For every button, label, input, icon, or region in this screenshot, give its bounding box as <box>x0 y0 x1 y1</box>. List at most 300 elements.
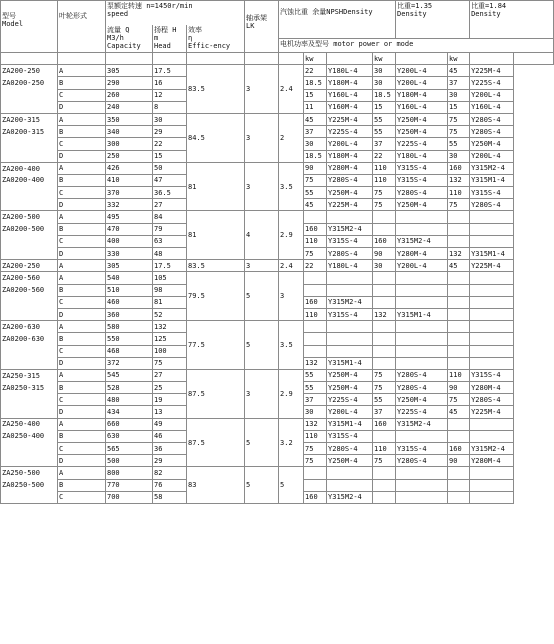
head-cell: 132 <box>153 321 187 333</box>
header-efficiency: 效率 η Effic-ency <box>187 25 245 53</box>
motor-kw-184: 132 <box>448 248 470 260</box>
model-cell <box>1 467 58 479</box>
table-row <box>1 272 554 284</box>
motor-model-184: Y280S-4 <box>470 394 514 406</box>
efficiency-cell: 84.5 <box>187 113 245 162</box>
motor-model: Y225M-4 <box>327 113 373 125</box>
capacity-cell: 332 <box>106 199 153 211</box>
motor-kw-135: 90 <box>373 248 396 260</box>
motor-kw: 75 <box>304 248 327 260</box>
motor-kw: 18.5 <box>304 77 327 89</box>
motor-model-184 <box>470 418 514 430</box>
motor-model-184: Y160L-4 <box>470 101 514 113</box>
motor-model-135 <box>396 479 448 491</box>
motor-kw-184: 160 <box>448 443 470 455</box>
efficiency-cell: 87.5 <box>187 418 245 467</box>
impeller-cell: B <box>58 174 106 186</box>
capacity-cell: 545 <box>106 369 153 381</box>
motor-model-184: Y280S-4 <box>470 199 514 211</box>
model-cell <box>1 369 58 381</box>
motor-kw-135 <box>373 357 396 369</box>
capacity-cell: 480 <box>106 394 153 406</box>
npsh-cell: 2.4 <box>279 65 304 114</box>
motor-model-135: Y315M1-4 <box>396 308 448 320</box>
motor-model-184: Y315M2-4 <box>470 162 514 174</box>
motor-model-135: Y250M-4 <box>396 113 448 125</box>
motor-kw-135 <box>373 479 396 491</box>
model-cell <box>1 491 58 503</box>
motor-kw: 160 <box>304 296 327 308</box>
table-row <box>1 369 554 381</box>
motor-model-184 <box>470 296 514 308</box>
impeller-cell: C <box>58 491 106 503</box>
motor-model: Y180L-4 <box>327 65 373 77</box>
model-cell <box>1 394 58 406</box>
head-cell: 17.5 <box>153 260 187 272</box>
model-cell <box>1 382 58 394</box>
motor-model-184 <box>470 235 514 247</box>
capacity-cell: 550 <box>106 333 153 345</box>
motor-model-184: Y280S-4 <box>470 113 514 125</box>
motor-model-135: Y160L-4 <box>396 101 448 113</box>
motor-model-135 <box>396 284 448 296</box>
motor-kw-184 <box>448 296 470 308</box>
model-cell <box>1 260 58 272</box>
motor-kw-135: 55 <box>373 126 396 138</box>
motor-kw: 132 <box>304 418 327 430</box>
header-density-184: 比重=1.84 Density <box>470 1 554 39</box>
model-cell <box>1 101 58 113</box>
motor-model-135: Y250M-4 <box>396 126 448 138</box>
motor-kw-184 <box>448 223 470 235</box>
model-name: ZA0250-400 <box>2 432 45 441</box>
motor-model-184: Y315S-4 <box>470 369 514 381</box>
motor-kw-184: 75 <box>448 113 470 125</box>
motor-kw-184 <box>448 491 470 503</box>
capacity-cell: 330 <box>106 248 153 260</box>
motor-model-135 <box>396 430 448 442</box>
kw-label: kw <box>373 53 396 65</box>
motor-kw: 90 <box>304 162 327 174</box>
impeller-cell: D <box>58 406 106 418</box>
model-cell <box>1 89 58 101</box>
model-name: ZA0250-500 <box>2 481 45 490</box>
model-cell <box>1 406 58 418</box>
motor-kw-184 <box>448 467 470 479</box>
head-cell: 105 <box>153 272 187 284</box>
motor-model-184 <box>470 272 514 284</box>
motor-model-184: Y315M2-4 <box>470 443 514 455</box>
motor-model-135 <box>396 491 448 503</box>
capacity-cell: 434 <box>106 406 153 418</box>
motor-model: Y250M-4 <box>327 455 373 467</box>
impeller-cell: D <box>58 150 106 162</box>
motor-model-184 <box>470 211 514 223</box>
motor-kw: 55 <box>304 369 327 381</box>
motor-model-184 <box>470 321 514 333</box>
capacity-cell: 305 <box>106 260 153 272</box>
motor-model: Y315S-4 <box>327 430 373 442</box>
bearing-cell: 3 <box>245 260 279 272</box>
motor-kw: 30 <box>304 138 327 150</box>
motor-model: Y225S-4 <box>327 126 373 138</box>
header-density-135: 比重=1.35 Density <box>396 1 470 39</box>
motor-kw-135: 110 <box>373 162 396 174</box>
model-cell <box>1 430 58 442</box>
motor-kw-135 <box>373 467 396 479</box>
model-cell <box>1 126 58 138</box>
motor-model-184: Y280M-4 <box>470 382 514 394</box>
motor-model-135: Y315M2-4 <box>396 418 448 430</box>
impeller-cell: B <box>58 382 106 394</box>
motor-kw-184: 55 <box>448 138 470 150</box>
head-cell: 15 <box>153 150 187 162</box>
model-name: ZA250-315 <box>2 371 40 380</box>
header-motor: 电机功率及型号 motor power or mode <box>279 39 554 53</box>
motor-model-135: Y315S-4 <box>396 162 448 174</box>
model-name: ZA0250-315 <box>2 383 45 392</box>
impeller-cell: A <box>58 113 106 125</box>
model-cell <box>1 357 58 369</box>
motor-model: Y315M1-4 <box>327 357 373 369</box>
motor-model: Y225M-4 <box>327 199 373 211</box>
motor-model-184: Y315M1-4 <box>470 248 514 260</box>
motor-model-135 <box>396 272 448 284</box>
motor-model-135: Y225S-4 <box>396 138 448 150</box>
impeller-cell: B <box>58 284 106 296</box>
model-cell <box>1 321 58 333</box>
table-row <box>1 321 554 333</box>
motor-kw-135 <box>373 333 396 345</box>
impeller-cell: B <box>58 333 106 345</box>
model-cell <box>1 443 58 455</box>
motor-model <box>327 284 373 296</box>
motor-kw: 30 <box>304 406 327 418</box>
motor-model-184: Y315S-4 <box>470 187 514 199</box>
impeller-cell: D <box>58 308 106 320</box>
motor-kw <box>304 479 327 491</box>
bearing-cell: 3 <box>245 162 279 211</box>
bearing-cell: 5 <box>245 418 279 467</box>
head-cell: 30 <box>153 113 187 125</box>
table-row <box>1 467 554 479</box>
capacity-cell: 372 <box>106 357 153 369</box>
impeller-cell: A <box>58 418 106 430</box>
head-cell: 50 <box>153 162 187 174</box>
motor-model-135 <box>396 321 448 333</box>
head-cell: 25 <box>153 382 187 394</box>
model-name: ZA0200-630 <box>2 334 45 343</box>
capacity-cell: 540 <box>106 272 153 284</box>
bearing-cell: 3 <box>245 369 279 418</box>
motor-kw: 160 <box>304 491 327 503</box>
model-name: ZA0200-250 <box>2 78 45 87</box>
model-name: ZA0200-400 <box>2 176 45 185</box>
head-cell: 17.5 <box>153 65 187 77</box>
motor-kw: 37 <box>304 394 327 406</box>
head-cell: 63 <box>153 235 187 247</box>
model-cell <box>1 333 58 345</box>
capacity-cell: 510 <box>106 284 153 296</box>
npsh-cell: 2.9 <box>279 369 304 418</box>
npsh-cell: 2 <box>279 113 304 162</box>
model-cell <box>1 77 58 89</box>
motor-model-184: Y200L-4 <box>470 89 514 101</box>
header-head: 扬程 H m Head <box>153 25 187 53</box>
impeller-cell: C <box>58 296 106 308</box>
motor-model-135: Y280S-4 <box>396 382 448 394</box>
motor-kw-135: 75 <box>373 455 396 467</box>
header-bearing: 轴承架 LK <box>245 1 279 53</box>
motor-model-184 <box>470 345 514 357</box>
model-cell <box>1 138 58 150</box>
motor-kw-184 <box>448 211 470 223</box>
motor-model: Y315S-4 <box>327 235 373 247</box>
motor-model-135: Y315M2-4 <box>396 235 448 247</box>
motor-kw-135: 75 <box>373 382 396 394</box>
capacity-cell: 630 <box>106 430 153 442</box>
motor-kw-135 <box>373 296 396 308</box>
motor-kw: 15 <box>304 89 327 101</box>
motor-kw-184 <box>448 321 470 333</box>
motor-kw: 110 <box>304 430 327 442</box>
head-cell: 82 <box>153 467 187 479</box>
motor-kw-135 <box>373 211 396 223</box>
impeller-cell: B <box>58 223 106 235</box>
model-cell <box>1 418 58 430</box>
motor-model <box>327 467 373 479</box>
capacity-cell: 500 <box>106 455 153 467</box>
capacity-cell: 250 <box>106 150 153 162</box>
table-row <box>1 65 554 77</box>
motor-model-184: Y225S-4 <box>470 77 514 89</box>
head-cell: 8 <box>153 101 187 113</box>
impeller-cell: A <box>58 467 106 479</box>
motor-kw-135 <box>373 430 396 442</box>
motor-model-135: Y200L-4 <box>396 260 448 272</box>
capacity-cell: 240 <box>106 101 153 113</box>
capacity-cell: 426 <box>106 162 153 174</box>
motor-model: Y160M-4 <box>327 101 373 113</box>
head-cell: 100 <box>153 345 187 357</box>
motor-kw: 110 <box>304 235 327 247</box>
model-name: ZA200-500 <box>2 213 40 222</box>
impeller-cell: A <box>58 272 106 284</box>
npsh-cell: 3.5 <box>279 162 304 211</box>
table-row <box>1 113 554 125</box>
model-cell <box>1 162 58 174</box>
motor-kw <box>304 211 327 223</box>
model-cell <box>1 235 58 247</box>
motor-model-184: Y225M-4 <box>470 260 514 272</box>
capacity-cell: 370 <box>106 187 153 199</box>
motor-model-135: Y280S-4 <box>396 455 448 467</box>
motor-model <box>327 211 373 223</box>
motor-kw: 75 <box>304 443 327 455</box>
motor-model-135: Y200L-4 <box>396 65 448 77</box>
motor-kw-135: 30 <box>373 65 396 77</box>
model-name: ZA200-250 <box>2 261 40 270</box>
motor-kw: 160 <box>304 223 327 235</box>
motor-kw-184: 15 <box>448 101 470 113</box>
motor-model: Y315S-4 <box>327 308 373 320</box>
bearing-cell: 3 <box>245 113 279 162</box>
motor-model-184 <box>470 284 514 296</box>
motor-kw-135: 37 <box>373 138 396 150</box>
efficiency-cell: 79.5 <box>187 272 245 321</box>
capacity-cell: 468 <box>106 345 153 357</box>
capacity-cell: 580 <box>106 321 153 333</box>
motor-kw-184: 37 <box>448 77 470 89</box>
head-cell: 125 <box>153 333 187 345</box>
motor-model-135 <box>396 333 448 345</box>
impeller-cell: D <box>58 101 106 113</box>
motor-kw: 110 <box>304 308 327 320</box>
motor-model: Y225S-4 <box>327 394 373 406</box>
motor-model-184: Y280S-4 <box>470 126 514 138</box>
header-speed: 泵额定转速 n=1450r/min speed <box>106 1 245 25</box>
table-row <box>1 211 554 223</box>
head-cell: 22 <box>153 138 187 150</box>
model-cell <box>1 174 58 186</box>
capacity-cell: 495 <box>106 211 153 223</box>
motor-kw-184: 45 <box>448 260 470 272</box>
motor-kw: 45 <box>304 113 327 125</box>
impeller-cell: C <box>58 235 106 247</box>
motor-kw: 55 <box>304 187 327 199</box>
capacity-cell: 350 <box>106 113 153 125</box>
bearing-cell: 3 <box>245 65 279 114</box>
head-cell: 46 <box>153 430 187 442</box>
capacity-cell: 528 <box>106 382 153 394</box>
impeller-cell: B <box>58 479 106 491</box>
motor-model-135: Y225S-4 <box>396 406 448 418</box>
bearing-cell: 4 <box>245 211 279 260</box>
motor-kw-135: 18.5 <box>373 89 396 101</box>
motor-kw-135 <box>373 345 396 357</box>
impeller-cell: A <box>58 162 106 174</box>
capacity-cell: 305 <box>106 65 153 77</box>
motor-model-135: Y280M-4 <box>396 248 448 260</box>
motor-model-184 <box>470 223 514 235</box>
model-name: ZA200-250 <box>2 67 40 76</box>
capacity-cell: 260 <box>106 89 153 101</box>
motor-model-184 <box>470 357 514 369</box>
npsh-cell: 3.5 <box>279 321 304 370</box>
capacity-cell: 290 <box>106 77 153 89</box>
head-cell: 27 <box>153 369 187 381</box>
header-model: 型号 Model <box>1 1 58 53</box>
motor-model: Y180M-4 <box>327 77 373 89</box>
impeller-cell: C <box>58 138 106 150</box>
motor-kw-135 <box>373 491 396 503</box>
motor-model-135: Y250M-4 <box>396 199 448 211</box>
npsh-cell: 2.9 <box>279 211 304 260</box>
capacity-cell: 360 <box>106 308 153 320</box>
motor-kw-184: 132 <box>448 174 470 186</box>
head-cell: 29 <box>153 126 187 138</box>
motor-kw-135: 22 <box>373 150 396 162</box>
head-cell: 13 <box>153 406 187 418</box>
motor-model <box>327 272 373 284</box>
motor-kw: 22 <box>304 65 327 77</box>
motor-kw-135 <box>373 272 396 284</box>
motor-kw <box>304 345 327 357</box>
efficiency-cell: 77.5 <box>187 321 245 370</box>
efficiency-cell: 83.5 <box>187 65 245 114</box>
motor-kw-184 <box>448 272 470 284</box>
head-cell: 49 <box>153 418 187 430</box>
motor-kw: 45 <box>304 199 327 211</box>
motor-model: Y315M2-4 <box>327 296 373 308</box>
motor-model-135 <box>396 467 448 479</box>
head-cell: 52 <box>153 308 187 320</box>
head-cell: 81 <box>153 296 187 308</box>
motor-model: Y200L-4 <box>327 138 373 150</box>
motor-kw-135: 30 <box>373 260 396 272</box>
motor-kw-184 <box>448 430 470 442</box>
motor-kw-184: 90 <box>448 455 470 467</box>
motor-model: Y315M2-4 <box>327 491 373 503</box>
motor-kw <box>304 272 327 284</box>
motor-model-184 <box>470 308 514 320</box>
model-name: ZA200-315 <box>2 115 40 124</box>
head-cell: 12 <box>153 89 187 101</box>
motor-model-135: Y280S-4 <box>396 187 448 199</box>
motor-model <box>327 479 373 491</box>
head-cell: 58 <box>153 491 187 503</box>
motor-kw-135: 75 <box>373 187 396 199</box>
motor-kw-184: 75 <box>448 126 470 138</box>
efficiency-cell: 81 <box>187 162 245 211</box>
head-cell: 79 <box>153 223 187 235</box>
motor-model: Y250M-4 <box>327 369 373 381</box>
model-cell <box>1 187 58 199</box>
capacity-cell: 800 <box>106 467 153 479</box>
bearing-cell: 5 <box>245 272 279 321</box>
motor-kw-135: 15 <box>373 101 396 113</box>
head-cell: 36 <box>153 443 187 455</box>
motor-kw-135 <box>373 223 396 235</box>
head-cell: 36.5 <box>153 187 187 199</box>
model-cell <box>1 248 58 260</box>
motor-kw <box>304 333 327 345</box>
impeller-cell: A <box>58 65 106 77</box>
motor-kw: 55 <box>304 382 327 394</box>
motor-model: Y280S-4 <box>327 443 373 455</box>
model-cell <box>1 284 58 296</box>
impeller-cell: C <box>58 345 106 357</box>
impeller-cell: C <box>58 443 106 455</box>
motor-model-135: Y315S-4 <box>396 174 448 186</box>
impeller-cell: A <box>58 260 106 272</box>
head-cell: 84 <box>153 211 187 223</box>
impeller-cell: D <box>58 357 106 369</box>
model-name: ZA200-400 <box>2 164 40 173</box>
motor-model: Y280S-4 <box>327 248 373 260</box>
model-cell <box>1 272 58 284</box>
capacity-cell: 340 <box>106 126 153 138</box>
motor-model-135: Y180L-4 <box>396 150 448 162</box>
efficiency-cell: 83 <box>187 467 245 504</box>
impeller-cell: D <box>58 248 106 260</box>
motor-model-135: Y280S-4 <box>396 369 448 381</box>
npsh-cell: 3.2 <box>279 418 304 467</box>
motor-model: Y315M2-4 <box>327 223 373 235</box>
impeller-cell: B <box>58 126 106 138</box>
motor-model-184 <box>470 491 514 503</box>
table-row <box>1 162 554 174</box>
